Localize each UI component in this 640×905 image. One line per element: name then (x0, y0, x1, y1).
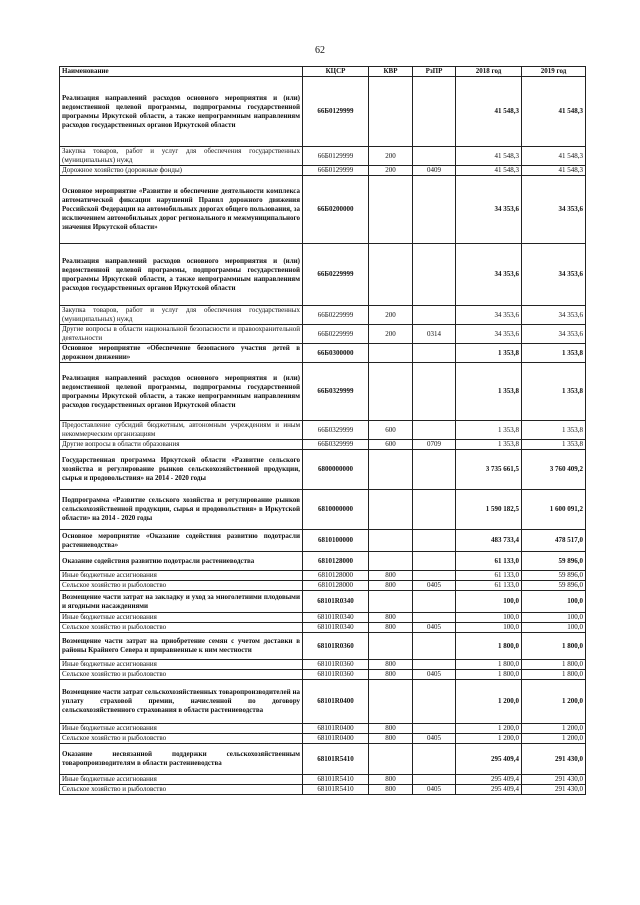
row-kcsr-cell: 66Б0229999 (303, 244, 369, 306)
table-row (60, 77, 586, 147)
row-rzpr-cell (413, 660, 456, 670)
row-kcsr-cell: 68101R0360 (303, 660, 369, 670)
row-2018-cell: 41 548,3 (456, 77, 522, 147)
row-2018-cell: 34 353,6 (456, 325, 522, 344)
row-rzpr-cell (413, 176, 456, 244)
row-2018-cell: 34 353,6 (456, 176, 522, 244)
row-kvr-cell: 800 (369, 724, 413, 734)
row-2019-cell: 291 430,0 (522, 785, 586, 795)
row-kcsr-cell: 66Б0229999 (303, 325, 369, 344)
row-2018-cell: 100,0 (456, 591, 522, 613)
row-rzpr-cell (413, 680, 456, 724)
row-2018-cell: 1 200,0 (456, 680, 522, 724)
row-kcsr-cell: 68101R0360 (303, 633, 369, 660)
row-name-cell: Оказание несвязанной поддержки сельскохозяйственным товаропроизводителям в области растениеводства (60, 744, 303, 775)
row-2019-cell: 291 430,0 (522, 775, 586, 785)
row-kcsr-cell: 6810128000 (303, 581, 369, 591)
row-2018-cell: 34 353,6 (456, 244, 522, 306)
row-2018-cell: 100,0 (456, 613, 522, 623)
table-row (60, 363, 586, 421)
page-number: 62 (315, 45, 325, 56)
table-body (60, 77, 586, 795)
row-kcsr-cell: 66Б0129999 (303, 147, 369, 166)
row-name-cell: Другие вопросы в области национальной безопасности и правоохранительной деятельности (60, 325, 303, 344)
row-kvr-cell: 800 (369, 785, 413, 795)
row-rzpr-cell (413, 147, 456, 166)
row-kcsr-cell: 66Б0200000 (303, 176, 369, 244)
table-row (60, 325, 586, 344)
row-rzpr-cell: 0405 (413, 670, 456, 680)
row-2018-cell: 3 735 661,5 (456, 450, 522, 490)
table-row (60, 147, 586, 166)
row-2018-cell: 1 200,0 (456, 734, 522, 744)
header-kcsr: КЦСР (303, 67, 369, 77)
row-name-cell: Основное мероприятие «Развитие и обеспечение деятельности комплекса автоматической фиксации нарушений Правил дорожного движения Российской Федерации на автомобильных дорогах общего пользования, за исключением автомобильных дорог регионального и межмуниципального значения Иркутской области» (60, 176, 303, 244)
header-2019: 2019 год (522, 67, 586, 77)
row-name-cell: Оказание содействия развитию подотрасли растениеводства (60, 552, 303, 571)
row-2018-cell: 1 353,8 (456, 344, 522, 363)
row-kcsr-cell: 68101R0340 (303, 591, 369, 613)
row-rzpr-cell (413, 421, 456, 440)
row-2018-cell: 1 800,0 (456, 660, 522, 670)
row-rzpr-cell (413, 775, 456, 785)
table-row (60, 744, 586, 775)
row-2018-cell: 1 353,8 (456, 363, 522, 421)
row-kvr-cell: 200 (369, 306, 413, 325)
row-name-cell: Сельское хозяйство и рыболовство (60, 785, 303, 795)
row-2018-cell: 483 733,4 (456, 530, 522, 552)
table-row (60, 490, 586, 530)
header-name: Наименование (60, 67, 303, 77)
table-row (60, 581, 586, 591)
row-kcsr-cell: 68101R5410 (303, 744, 369, 775)
row-kvr-cell (369, 552, 413, 571)
row-kvr-cell (369, 176, 413, 244)
row-name-cell: Реализация направлений расходов основного мероприятия и (или) ведомственной целевой программы, подпрограммы государственной программы Иркутской области, а также непрограммным направлениям расходов государственных органов Иркутской области (60, 77, 303, 147)
row-kvr-cell: 800 (369, 571, 413, 581)
row-rzpr-cell: 0405 (413, 785, 456, 795)
row-2019-cell: 1 353,8 (522, 344, 586, 363)
table-row (60, 613, 586, 623)
row-name-cell: Сельское хозяйство и рыболовство (60, 734, 303, 744)
table-row (60, 724, 586, 734)
row-2019-cell: 478 517,0 (522, 530, 586, 552)
table-row (60, 591, 586, 613)
row-2019-cell: 1 200,0 (522, 724, 586, 734)
row-name-cell: Сельское хозяйство и рыболовство (60, 581, 303, 591)
table-row (60, 670, 586, 680)
table-row (60, 244, 586, 306)
row-rzpr-cell (413, 344, 456, 363)
row-name-cell: Закупка товаров, работ и услуг для обеспечения государственных (муниципальных) нужд (60, 147, 303, 166)
row-rzpr-cell (413, 450, 456, 490)
row-2019-cell: 41 548,3 (522, 147, 586, 166)
row-2019-cell: 1 353,8 (522, 363, 586, 421)
row-2019-cell: 59 896,0 (522, 552, 586, 571)
row-kcsr-cell: 66Б0329999 (303, 440, 369, 450)
row-name-cell: Подпрограмма «Развитие сельского хозяйства и регулирование рынков сельскохозяйственной продукции, сырья и продовольствия» в Иркутской области» на 2014 - 2020 годы (60, 490, 303, 530)
row-name-cell: Реализация направлений расходов основного мероприятия и (или) ведомственной целевой программы, подпрограммы государственной программы Иркутской области, а также непрограммным направлениям расходов государственных органов Иркутской области (60, 363, 303, 421)
row-2019-cell: 34 353,6 (522, 244, 586, 306)
row-2019-cell: 59 896,0 (522, 571, 586, 581)
row-2019-cell: 1 200,0 (522, 680, 586, 724)
row-2019-cell: 100,0 (522, 613, 586, 623)
row-name-cell: Возмещение части затрат сельскохозяйственных товаропроизводителей на уплату страховой премии, начисленной по договору сельскохозяйственного страхования в области растениеводства (60, 680, 303, 724)
row-2018-cell: 1 800,0 (456, 633, 522, 660)
row-rzpr-cell: 0405 (413, 734, 456, 744)
row-name-cell: Другие вопросы в области образования (60, 440, 303, 450)
table-row (60, 176, 586, 244)
row-rzpr-cell (413, 552, 456, 571)
row-name-cell: Возмещение части затрат на приобретение семян с учетом доставки в районы Крайнего Севера и приравненные к ним местности (60, 633, 303, 660)
row-rzpr-cell (413, 633, 456, 660)
row-kvr-cell (369, 490, 413, 530)
row-rzpr-cell (413, 613, 456, 623)
row-2018-cell: 1 200,0 (456, 724, 522, 734)
table-row (60, 775, 586, 785)
row-kcsr-cell: 6810100000 (303, 530, 369, 552)
row-kvr-cell (369, 244, 413, 306)
row-2018-cell: 34 353,6 (456, 306, 522, 325)
table-row (60, 530, 586, 552)
row-kcsr-cell: 68101R0400 (303, 734, 369, 744)
table-row (60, 623, 586, 633)
row-rzpr-cell (413, 744, 456, 775)
row-rzpr-cell (413, 363, 456, 421)
row-rzpr-cell (413, 591, 456, 613)
row-kvr-cell (369, 633, 413, 660)
row-2018-cell: 61 133,0 (456, 571, 522, 581)
row-2018-cell: 295 409,4 (456, 775, 522, 785)
row-2019-cell: 34 353,6 (522, 306, 586, 325)
row-kvr-cell (369, 77, 413, 147)
row-kcsr-cell: 66Б0329999 (303, 363, 369, 421)
row-kcsr-cell: 66Б0300000 (303, 344, 369, 363)
row-kvr-cell (369, 680, 413, 724)
row-kvr-cell (369, 450, 413, 490)
row-kvr-cell: 800 (369, 613, 413, 623)
header-2018: 2018 год (456, 67, 522, 77)
row-2018-cell: 1 590 182,5 (456, 490, 522, 530)
row-2018-cell: 61 133,0 (456, 581, 522, 591)
row-name-cell: Иные бюджетные ассигнования (60, 775, 303, 785)
row-name-cell: Закупка товаров, работ и услуг для обеспечения государственных (муниципальных) нужд (60, 306, 303, 325)
row-name-cell: Основное мероприятие «Оказание содействия развитию подотрасли растениеводства» (60, 530, 303, 552)
row-2019-cell: 41 548,3 (522, 166, 586, 176)
table-row (60, 734, 586, 744)
row-name-cell: Иные бюджетные ассигнования (60, 571, 303, 581)
row-kvr-cell: 800 (369, 581, 413, 591)
row-name-cell: Предоставление субсидий бюджетным, автономным учреждениям и иным некоммерческим организациям (60, 421, 303, 440)
row-kvr-cell (369, 363, 413, 421)
row-rzpr-cell (413, 490, 456, 530)
row-2018-cell: 295 409,4 (456, 785, 522, 795)
row-kvr-cell: 200 (369, 166, 413, 176)
row-rzpr-cell (413, 306, 456, 325)
row-kcsr-cell: 68101R0340 (303, 623, 369, 633)
row-kvr-cell (369, 344, 413, 363)
row-rzpr-cell: 0405 (413, 623, 456, 633)
row-kcsr-cell: 68101R0400 (303, 724, 369, 734)
row-2019-cell: 291 430,0 (522, 744, 586, 775)
row-kcsr-cell: 68101R5410 (303, 785, 369, 795)
row-kcsr-cell: 68101R0360 (303, 670, 369, 680)
row-name-cell: Дорожное хозяйство (дорожные фонды) (60, 166, 303, 176)
row-kcsr-cell: 6800000000 (303, 450, 369, 490)
row-name-cell: Основное мероприятие «Обеспечение безопасного участия детей в дорожном движении» (60, 344, 303, 363)
row-rzpr-cell (413, 724, 456, 734)
row-kcsr-cell: 66Б0329999 (303, 421, 369, 440)
row-name-cell: Сельское хозяйство и рыболовство (60, 623, 303, 633)
table-row (60, 633, 586, 660)
table-row (60, 571, 586, 581)
table-row (60, 421, 586, 440)
row-2019-cell: 1 200,0 (522, 734, 586, 744)
row-kvr-cell: 800 (369, 623, 413, 633)
budget-table (59, 66, 586, 795)
row-2019-cell: 34 353,6 (522, 176, 586, 244)
row-rzpr-cell (413, 77, 456, 147)
row-kvr-cell: 200 (369, 147, 413, 166)
header-kvr: КВР (369, 67, 413, 77)
row-2019-cell: 1 800,0 (522, 633, 586, 660)
row-kcsr-cell: 6810128000 (303, 552, 369, 571)
row-name-cell: Иные бюджетные ассигнования (60, 724, 303, 734)
row-kvr-cell: 600 (369, 440, 413, 450)
header-row (60, 67, 586, 77)
row-kcsr-cell: 6810000000 (303, 490, 369, 530)
header-rzpr: РзПР (413, 67, 456, 77)
table-row (60, 450, 586, 490)
row-2018-cell: 1 800,0 (456, 670, 522, 680)
row-2018-cell: 100,0 (456, 623, 522, 633)
row-2019-cell: 1 353,8 (522, 421, 586, 440)
row-kvr-cell: 800 (369, 660, 413, 670)
row-2018-cell: 41 548,3 (456, 166, 522, 176)
row-kvr-cell (369, 744, 413, 775)
row-kvr-cell (369, 530, 413, 552)
row-kvr-cell: 800 (369, 670, 413, 680)
row-name-cell: Возмещение части затрат на закладку и уход за многолетними плодовыми и ягодными насаждениями (60, 591, 303, 613)
row-kvr-cell: 200 (369, 325, 413, 344)
table-row (60, 306, 586, 325)
row-rzpr-cell: 0709 (413, 440, 456, 450)
table-row (60, 660, 586, 670)
row-2019-cell: 59 896,0 (522, 581, 586, 591)
row-kvr-cell: 600 (369, 421, 413, 440)
row-2019-cell: 1 800,0 (522, 660, 586, 670)
row-2018-cell: 41 548,3 (456, 147, 522, 166)
row-2019-cell: 34 353,6 (522, 325, 586, 344)
row-2019-cell: 41 548,3 (522, 77, 586, 147)
row-name-cell: Иные бюджетные ассигнования (60, 660, 303, 670)
row-name-cell: Иные бюджетные ассигнования (60, 613, 303, 623)
row-2018-cell: 1 353,8 (456, 440, 522, 450)
row-kvr-cell: 800 (369, 734, 413, 744)
row-kcsr-cell: 6810128000 (303, 571, 369, 581)
row-kcsr-cell: 66Б0229999 (303, 306, 369, 325)
row-2019-cell: 3 760 409,2 (522, 450, 586, 490)
row-2019-cell: 1 600 091,2 (522, 490, 586, 530)
table-row (60, 552, 586, 571)
row-kvr-cell (369, 591, 413, 613)
row-2019-cell: 100,0 (522, 623, 586, 633)
row-rzpr-cell: 0409 (413, 166, 456, 176)
row-kvr-cell: 800 (369, 775, 413, 785)
row-2019-cell: 100,0 (522, 591, 586, 613)
row-kcsr-cell: 68101R0340 (303, 613, 369, 623)
row-name-cell: Сельское хозяйство и рыболовство (60, 670, 303, 680)
row-kcsr-cell: 66Б0129999 (303, 166, 369, 176)
row-name-cell: Реализация направлений расходов основного мероприятия и (или) ведомственной целевой программы, подпрограммы государственной программы Иркутской области, а также непрограммным направлениям расходов государственных органов Иркутской области (60, 244, 303, 306)
row-kcsr-cell: 68101R0400 (303, 680, 369, 724)
table-row (60, 344, 586, 363)
row-name-cell: Государственная программа Иркутской области «Развитие сельского хозяйства и регулирование рынков сельскохозяйственной продукции, сырья и продовольствия» на 2014 - 2020 годы (60, 450, 303, 490)
row-2018-cell: 61 133,0 (456, 552, 522, 571)
row-2019-cell: 1 353,8 (522, 440, 586, 450)
row-rzpr-cell: 0314 (413, 325, 456, 344)
table-row (60, 785, 586, 795)
row-2018-cell: 295 409,4 (456, 744, 522, 775)
row-kcsr-cell: 66Б0129999 (303, 77, 369, 147)
row-rzpr-cell (413, 571, 456, 581)
row-rzpr-cell (413, 244, 456, 306)
table-row (60, 680, 586, 724)
row-kcsr-cell: 68101R5410 (303, 775, 369, 785)
table-row (60, 166, 586, 176)
row-rzpr-cell: 0405 (413, 581, 456, 591)
row-2018-cell: 1 353,8 (456, 421, 522, 440)
row-2019-cell: 1 800,0 (522, 670, 586, 680)
table-row (60, 440, 586, 450)
table-header (60, 67, 586, 77)
row-rzpr-cell (413, 530, 456, 552)
